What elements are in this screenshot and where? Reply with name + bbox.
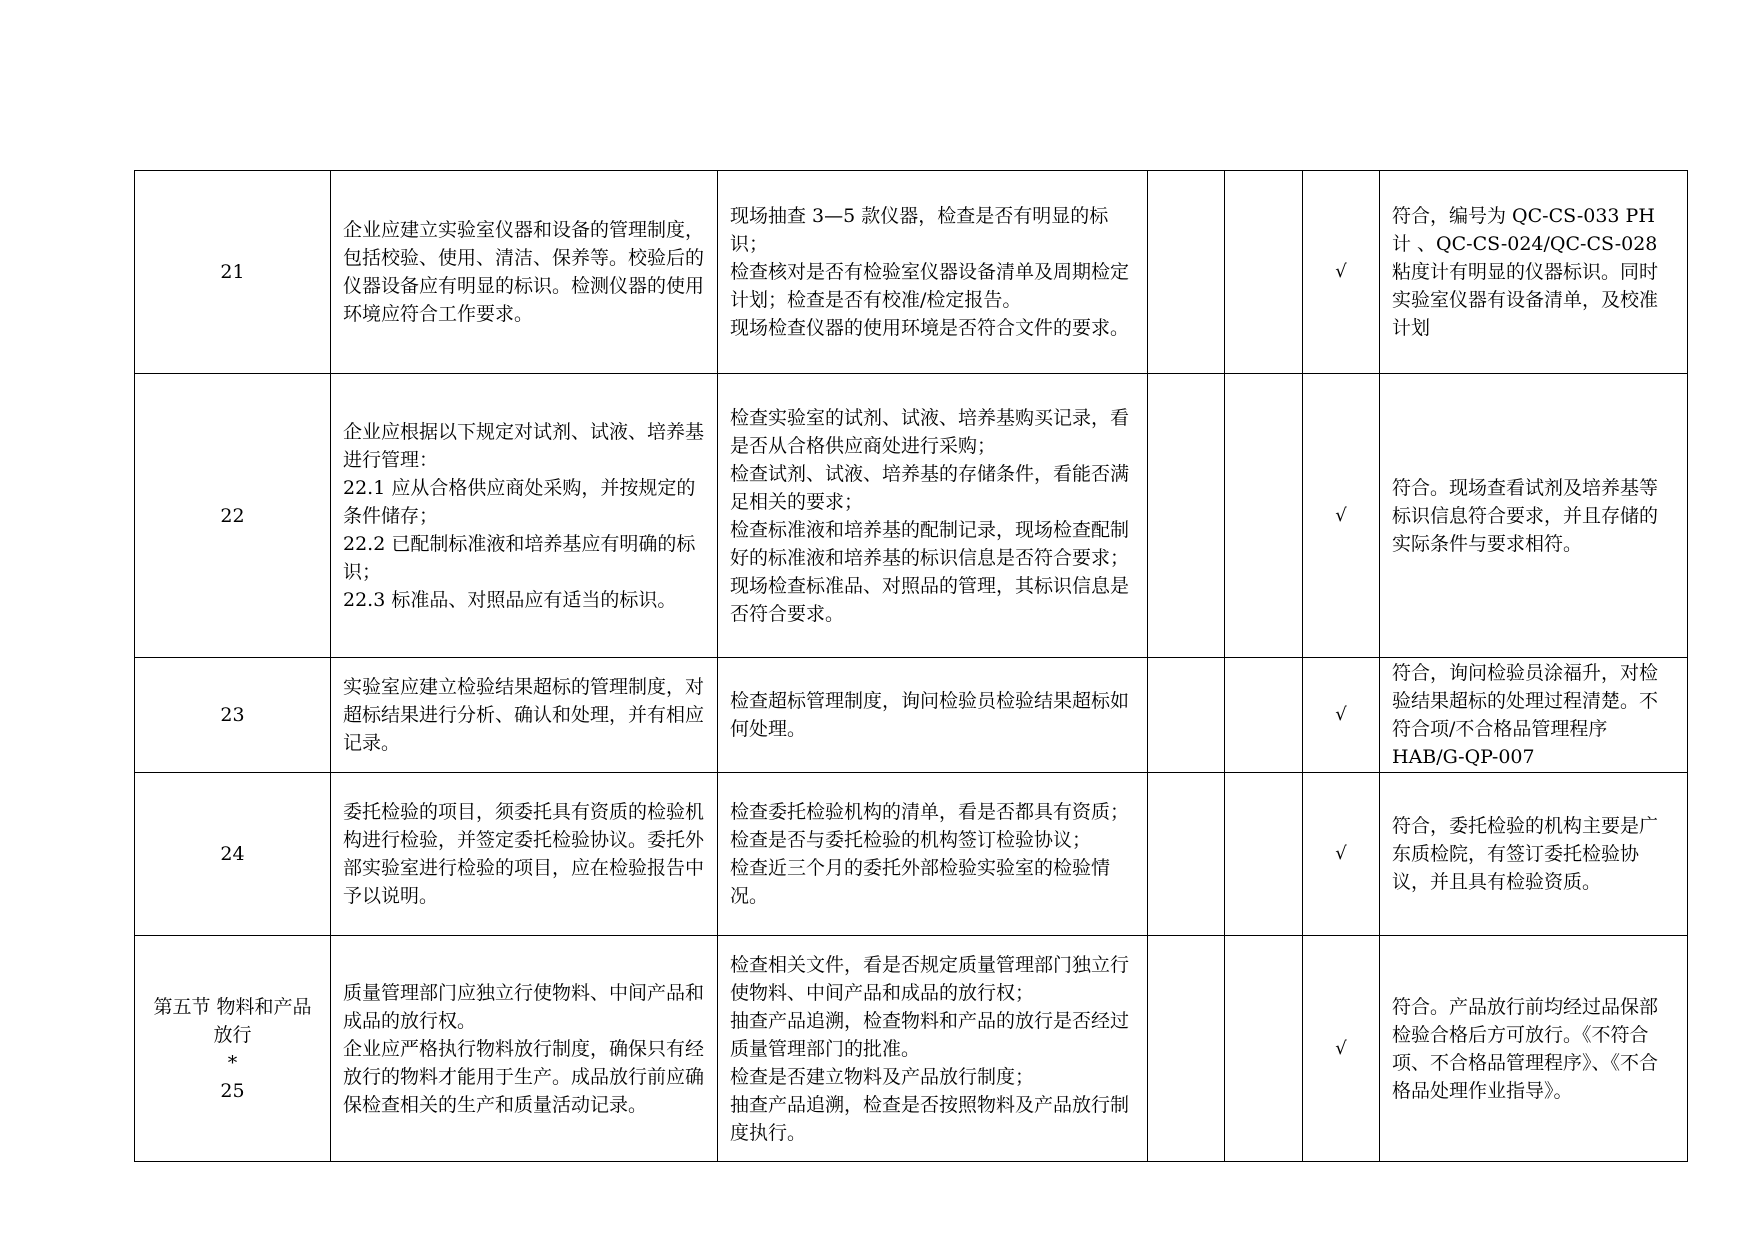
requirement-cell bbox=[331, 171, 718, 374]
item-number: 21 bbox=[135, 171, 331, 374]
requirement-text: 实验室应建立检验结果超标的管理制度，对超标结果进行分析、确认和处理，并有相应记录。 bbox=[343, 676, 705, 754]
empty-cell bbox=[1148, 171, 1225, 374]
empty-cell bbox=[1148, 936, 1225, 1162]
check-mark: √ bbox=[1303, 374, 1380, 658]
requirement-cell bbox=[331, 936, 718, 1162]
empty-cell bbox=[1225, 171, 1303, 374]
section-item-cell bbox=[135, 936, 331, 1162]
requirement-cell bbox=[331, 658, 718, 773]
empty-cell bbox=[1225, 374, 1303, 658]
table-row bbox=[135, 171, 1688, 374]
requirement-text: 企业应建立实验室仪器和设备的管理制度，包括校验、使用、清洁、保养等。校验后的仪器设备应有明显的标识。检测仪器的使用环境应符合工作要求。 bbox=[343, 219, 705, 325]
method-cell bbox=[718, 658, 1148, 773]
table-row bbox=[135, 773, 1688, 936]
method-cell bbox=[718, 936, 1148, 1162]
table-row bbox=[135, 658, 1688, 773]
result-text: 符合，询问检验员涂福升，对检验结果超标的处理过程清楚。不符合项/不合格品管理程序 HAB/G-QP-007 bbox=[1392, 662, 1659, 768]
empty-cell bbox=[1225, 773, 1303, 936]
method-text: 检查相关文件，看是否规定质量管理部门独立行使物料、中间产品和成品的放行权； 抽查产品追溯，检查物料和产品的放行是否经过质量管理部门的批准。 检查是否建立物料及产品放行制度； 抽查产品追溯，检查是否按照物料及产品放行制度执行。 bbox=[730, 953, 1130, 1144]
result-cell bbox=[1380, 773, 1688, 936]
requirement-text: 质量管理部门应独立行使物料、中间产品和成品的放行权。 企业应严格执行物料放行制度，确保只有经放行的物料才能用于生产。成品放行前应确保检查相关的生产和质量活动记录。 bbox=[343, 981, 705, 1116]
table-row bbox=[135, 374, 1688, 658]
requirement-text: 委托检验的项目，须委托具有资质的检验机构进行检验，并签定委托检验协议。委托外部实验室进行检验的项目，应在检验报告中予以说明。 bbox=[343, 801, 705, 907]
method-cell bbox=[718, 171, 1148, 374]
result-cell bbox=[1380, 658, 1688, 773]
result-cell bbox=[1380, 171, 1688, 374]
result-cell bbox=[1380, 936, 1688, 1162]
empty-cell bbox=[1148, 374, 1225, 658]
method-cell bbox=[718, 773, 1148, 936]
item-number: 23 bbox=[135, 658, 331, 773]
result-text: 符合，编号为 QC-CS-033 PH 计 、QC-CS-024/QC-CS-028 粘度计有明显的仪器标识。同时实验室仪器有设备清单，及校准计划 bbox=[1392, 205, 1659, 339]
result-text: 符合，委托检验的机构主要是广东质检院，有签订委托检验协议，并且具有检验资质。 bbox=[1392, 815, 1659, 893]
result-cell bbox=[1380, 374, 1688, 658]
section-item-text: 第五节 物料和产品放行 * 25 bbox=[153, 995, 312, 1102]
method-text: 检查实验室的试剂、试液、培养基购买记录，看是否从合格供应商处进行采购； 检查试剂、试液、培养基的存储条件，看能否满足相关的要求； 检查标准液和培养基的配制记录，现场检查配制好的标准液和培养基的标识信息是否符合要求； 现场检查标准品、对照品的管理，其标识信息是否符合要求。 bbox=[730, 406, 1130, 625]
empty-cell bbox=[1148, 773, 1225, 936]
method-text: 现场抽查 3—5 款仪器，检查是否有明显的标识； 检查核对是否有检验室仪器设备清单及周期检定计划；检查是否有校准/检定报告。 现场检查仪器的使用环境是否符合文件的要求。 bbox=[730, 205, 1130, 339]
result-text: 符合。产品放行前均经过品保部检验合格后方可放行。《不符合项、不合格品管理程序》、《不合格品处理作业指导》。 bbox=[1392, 995, 1659, 1102]
result-text: 符合。现场查看试剂及培养基等标识信息符合要求，并且存储的实际条件与要求相符。 bbox=[1392, 476, 1659, 555]
check-mark: √ bbox=[1303, 936, 1380, 1162]
empty-cell bbox=[1148, 658, 1225, 773]
method-cell bbox=[718, 374, 1148, 658]
check-mark: √ bbox=[1303, 773, 1380, 936]
requirement-text: 企业应根据以下规定对试剂、试液、培养基进行管理： 22.1 应从合格供应商处采购，并按规定的条件储存； 22.2 已配制标准液和培养基应有明确的标识； 22.3 标准品、对照品应有适当的标识。 bbox=[343, 420, 705, 611]
inspection-table bbox=[134, 170, 1688, 1162]
method-text: 检查超标管理制度，询问检验员检验结果超标如何处理。 bbox=[730, 690, 1130, 740]
empty-cell bbox=[1225, 936, 1303, 1162]
check-mark: √ bbox=[1303, 658, 1380, 773]
check-mark: √ bbox=[1303, 171, 1380, 374]
empty-cell bbox=[1225, 658, 1303, 773]
method-text: 检查委托检验机构的清单，看是否都具有资质； 检查是否与委托检验的机构签订检验协议； 检查近三个月的委托外部检验实验室的检验情况。 bbox=[730, 801, 1130, 907]
requirement-cell bbox=[331, 773, 718, 936]
item-number: 22 bbox=[135, 374, 331, 658]
table-row bbox=[135, 936, 1688, 1162]
requirement-cell bbox=[331, 374, 718, 658]
item-number: 24 bbox=[135, 773, 331, 936]
